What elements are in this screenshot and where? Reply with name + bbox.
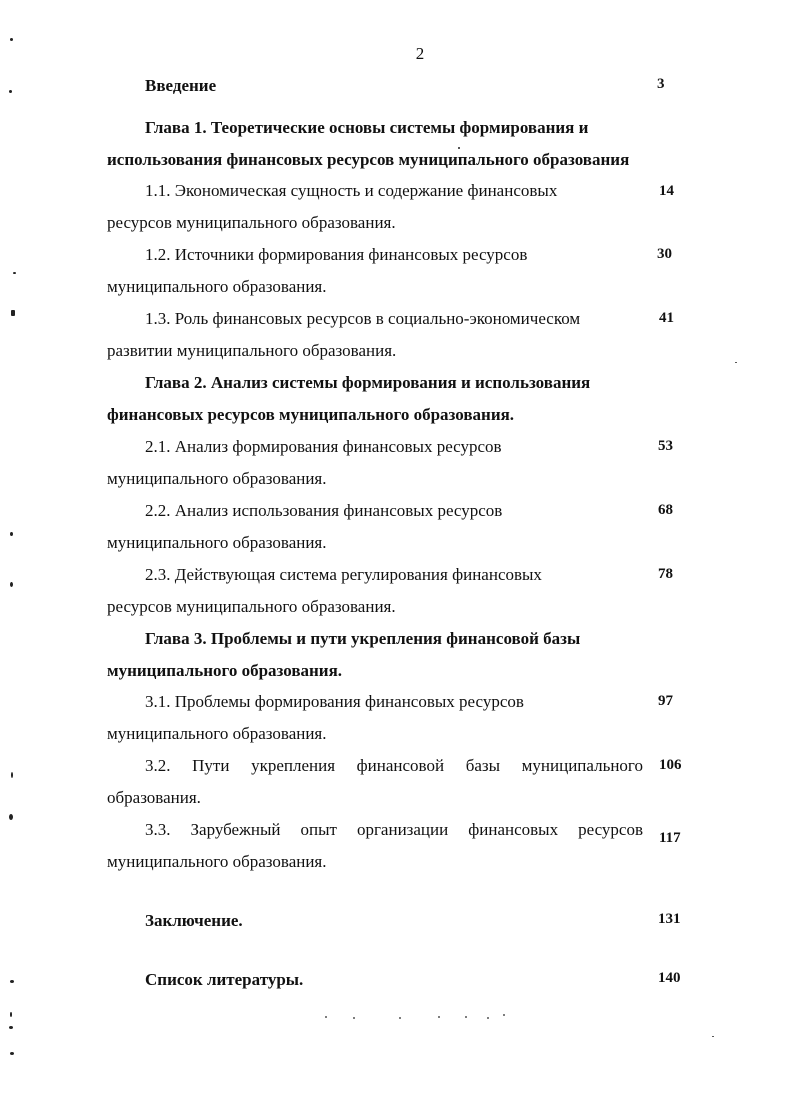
section-3-2-word: Пути	[192, 756, 230, 775]
chapter3-title-line2: муниципального образования.	[107, 661, 343, 680]
section-1-1-line2: ресурсов муниципального образования.	[107, 213, 396, 232]
section-3-2-word: 3.2.	[145, 756, 171, 775]
section-1-1-line1: 1.1. Экономическая сущность и содержание финансовых	[145, 181, 558, 200]
section-3-2-line2: образования.	[107, 788, 201, 807]
section-3-2-word: базы	[465, 756, 501, 775]
section-1-3-line1: 1.3. Роль финансовых ресурсов в социально-экономическом	[145, 309, 581, 328]
section-1-2-line1: 1.2. Источники формирования финансовых ресурсов	[145, 245, 528, 264]
section-1-3-page: 41	[659, 310, 674, 326]
page-number: 2	[415, 44, 425, 63]
scan-speck	[458, 147, 460, 149]
section-3-3-word: Зарубежный	[190, 820, 281, 839]
scan-speck	[10, 582, 13, 587]
scan-speck	[10, 1052, 14, 1055]
scan-speck	[11, 310, 15, 316]
scan-speck	[11, 772, 13, 778]
section-3-1-page: 97	[658, 693, 673, 709]
section-3-3-line2: муниципального образования.	[107, 852, 327, 871]
section-3-2-page: 106	[659, 757, 682, 773]
toc-intro-page: 3	[657, 76, 665, 92]
section-2-2-page: 68	[658, 502, 673, 518]
section-3-3-word: опыт	[300, 820, 337, 839]
section-3-3-word: организации	[356, 820, 449, 839]
section-3-2-word: финансовой	[356, 756, 445, 775]
section-2-3-line1: 2.3. Действующая система регулирования финансовых	[145, 565, 542, 584]
section-2-2-line2: муниципального образования.	[107, 533, 327, 552]
chapter1-title-line1: Глава 1. Теоретические основы системы формирования и	[145, 118, 589, 137]
toc-conclusion-title: Заключение.	[145, 911, 243, 930]
toc-references-title: Список литературы.	[145, 970, 304, 989]
chapter2-title-line1: Глава 2. Анализ системы формирования и использования	[145, 373, 591, 392]
scan-speck	[10, 38, 13, 41]
scan-speck	[735, 362, 737, 363]
section-3-3-word: финансовых	[468, 820, 559, 839]
section-3-2-line1	[145, 755, 643, 777]
chapter3-title-line1: Глава 3. Проблемы и пути укрепления финансовой базы	[145, 629, 581, 648]
section-3-2-word: укрепления	[251, 756, 336, 775]
section-3-3-word: 3.3.	[145, 820, 171, 839]
scan-speck	[13, 272, 16, 274]
chapter1-title-line2: использования финансовых ресурсов муниципального образования	[107, 150, 630, 169]
section-3-1-line1: 3.1. Проблемы формирования финансовых ресурсов	[145, 692, 524, 711]
chapter2-title-line2: финансовых ресурсов муниципального образования.	[107, 405, 515, 424]
scan-speck	[9, 90, 12, 93]
section-2-1-page: 53	[658, 438, 673, 454]
section-3-3-word: ресурсов	[578, 820, 643, 839]
scan-speck	[9, 814, 13, 820]
scan-speck	[10, 980, 14, 983]
section-1-2-line2: муниципального образования.	[107, 277, 327, 296]
scan-speck	[712, 1036, 714, 1037]
scan-speck	[10, 532, 13, 536]
toc-conclusion-page: 131	[658, 911, 681, 927]
section-3-1-line2: муниципального образования.	[107, 724, 327, 743]
section-3-2-word: муниципального	[521, 756, 643, 775]
section-2-1-line1: 2.1. Анализ формирования финансовых ресурсов	[145, 437, 502, 456]
section-2-3-page: 78	[658, 566, 673, 582]
section-3-3-line1	[145, 819, 643, 841]
section-2-2-line1: 2.2. Анализ использования финансовых ресурсов	[145, 501, 503, 520]
scan-speck	[10, 1012, 12, 1017]
section-1-1-page: 14	[659, 183, 674, 199]
section-3-3-page: 117	[659, 830, 681, 846]
scan-speck	[9, 1026, 13, 1029]
section-2-1-line2: муниципального образования.	[107, 469, 327, 488]
section-1-3-line2: развитии муниципального образования.	[107, 341, 397, 360]
section-1-2-page: 30	[657, 246, 672, 262]
toc-intro-title: Введение	[145, 76, 217, 95]
section-2-3-line2: ресурсов муниципального образования.	[107, 597, 396, 616]
toc-references-page: 140	[658, 970, 681, 986]
